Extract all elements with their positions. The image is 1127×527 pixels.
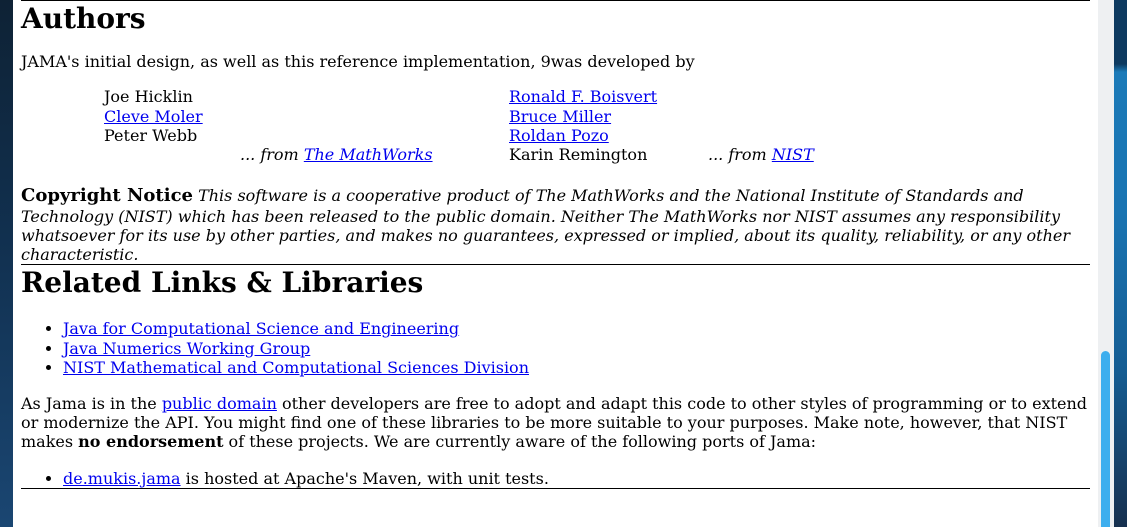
public-domain-link[interactable]: public domain [161,394,277,414]
ports-list [21,469,1090,488]
authors-intro-paragraph: JAMA's initial design, as well as this reference implementation, 9was developed by [21,52,695,72]
copyright-label: Copyright Notice [21,185,193,207]
author-name: Peter Webb [104,125,198,145]
ports-paragraph [21,394,1090,452]
nist-authors-list [509,87,708,164]
from-prefix: ... from [708,144,772,164]
section-divider-related [21,264,1090,265]
author-link-roldan-pozo[interactable]: Roldan Pozo [509,125,609,145]
authors-heading: Authors [21,2,146,35]
ports-text: other developers are free to adopt and adapt this code to other styles of programming or to extend or modernize the API. You might find one of these libraries to be more suitable to your purposes. Make note, however, that NIST makes [21,394,1088,452]
mathworks-authors-list [104,87,240,164]
list-item [63,319,1090,338]
ports-text: As Jama is in the [21,394,162,414]
window-edge-right [1114,0,1127,527]
scrollbar-track[interactable] [1098,0,1114,527]
ports-text: of these projects. We are currently aware of the following ports of Jama: [223,432,817,452]
related-links-heading: Related Links & Libraries [21,266,424,300]
copyright-body: This software is a cooperative product of The MathWorks and the National Institute of Standards and Technology (NIST) which has been released to the public domain. Neither The MathWorks nor NIST assumes any responsibility whatsoever for its use by other parties, and makes no guarantees, expressed or implied, about its quality, reliability, or any other characteristic. [21,186,1071,265]
page-content [21,0,1090,489]
link-java-computational-science[interactable]: Java for Computational Science and Engineering [63,319,460,339]
mathworks-link[interactable]: The MathWorks [303,144,433,164]
link-nist-math-sciences-division[interactable]: NIST Mathematical and Computational Sciences Division [63,357,529,377]
port-description: is hosted at Apache's Maven, with unit tests. [180,468,549,488]
mathworks-from-cell [240,87,509,164]
author-name: Karin Remington [509,144,648,164]
authors-columns [104,87,1090,164]
list-item [63,358,1090,377]
link-java-numerics-working-group[interactable]: Java Numerics Working Group [63,338,311,358]
window-edge-left [0,0,13,527]
nist-link[interactable]: NIST [771,144,814,164]
author-name: Joe Hicklin [104,87,193,107]
author-link-bruce-miller[interactable]: Bruce Miller [509,106,612,126]
de-mukis-jama-link[interactable]: de.mukis.jama [63,468,181,488]
author-link-ronald-boisvert[interactable]: Ronald F. Boisvert [509,87,658,107]
nist-from-cell [708,87,814,164]
section-divider-top [21,0,1090,1]
window-edge-left-highlight [5,0,11,527]
copyright-paragraph [21,185,1090,264]
no-endorsement-text: no endorsement [78,432,224,452]
list-item [63,469,1090,488]
list-item [63,339,1090,358]
related-links-list [21,319,1090,377]
author-link-cleve-moler[interactable]: Cleve Moler [104,106,203,126]
from-prefix: ... from [240,144,304,164]
scrollbar-thumb[interactable] [1101,351,1110,527]
section-divider-bottom [21,488,1090,489]
